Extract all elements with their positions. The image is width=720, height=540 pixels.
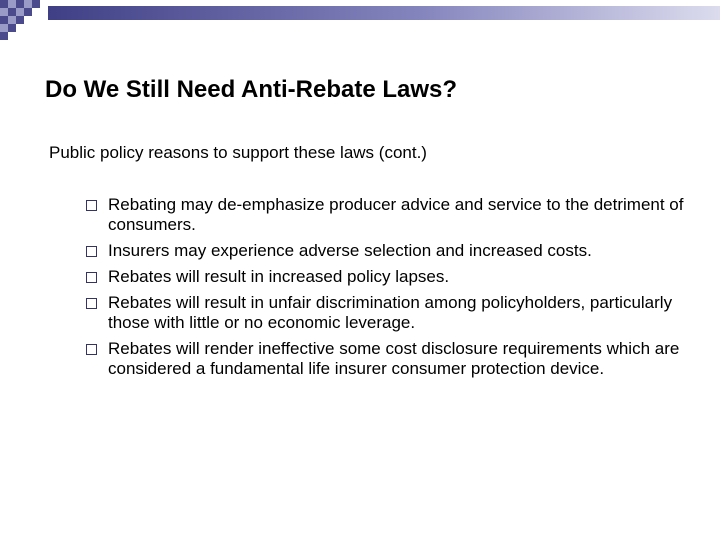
bullet-item xyxy=(86,267,686,287)
hollow-square-icon xyxy=(86,200,97,211)
bullet-item xyxy=(86,241,686,261)
bullet-item xyxy=(86,293,686,333)
header-gradient-bar xyxy=(48,6,720,20)
bullet-text: Rebates will result in increased policy lapses. xyxy=(108,267,450,286)
checker-pattern xyxy=(0,0,48,44)
bullet-text: Rebates will result in unfair discrimination among policyholders, particularly those with little or no economic leverage. xyxy=(108,293,673,332)
slide-subtitle: Public policy reasons to support these laws (cont.) xyxy=(49,143,427,162)
hollow-square-icon xyxy=(86,298,97,309)
bullet-list xyxy=(86,195,686,385)
hollow-square-icon xyxy=(86,246,97,257)
hollow-square-icon xyxy=(86,272,97,283)
hollow-square-icon xyxy=(86,344,97,355)
header-decoration xyxy=(0,0,720,44)
slide-title: Do We Still Need Anti-Rebate Laws? xyxy=(45,76,458,103)
bullet-item xyxy=(86,195,686,235)
bullet-text: Rebates will render ineffective some cost disclosure requirements which are considered a fundamental life insurer consumer protection device. xyxy=(108,339,680,378)
bullet-text: Rebating may de-emphasize producer advice and service to the detriment of consumers. xyxy=(108,195,684,234)
bullet-item xyxy=(86,339,686,379)
bullet-text: Insurers may experience adverse selection and increased costs. xyxy=(108,241,592,260)
